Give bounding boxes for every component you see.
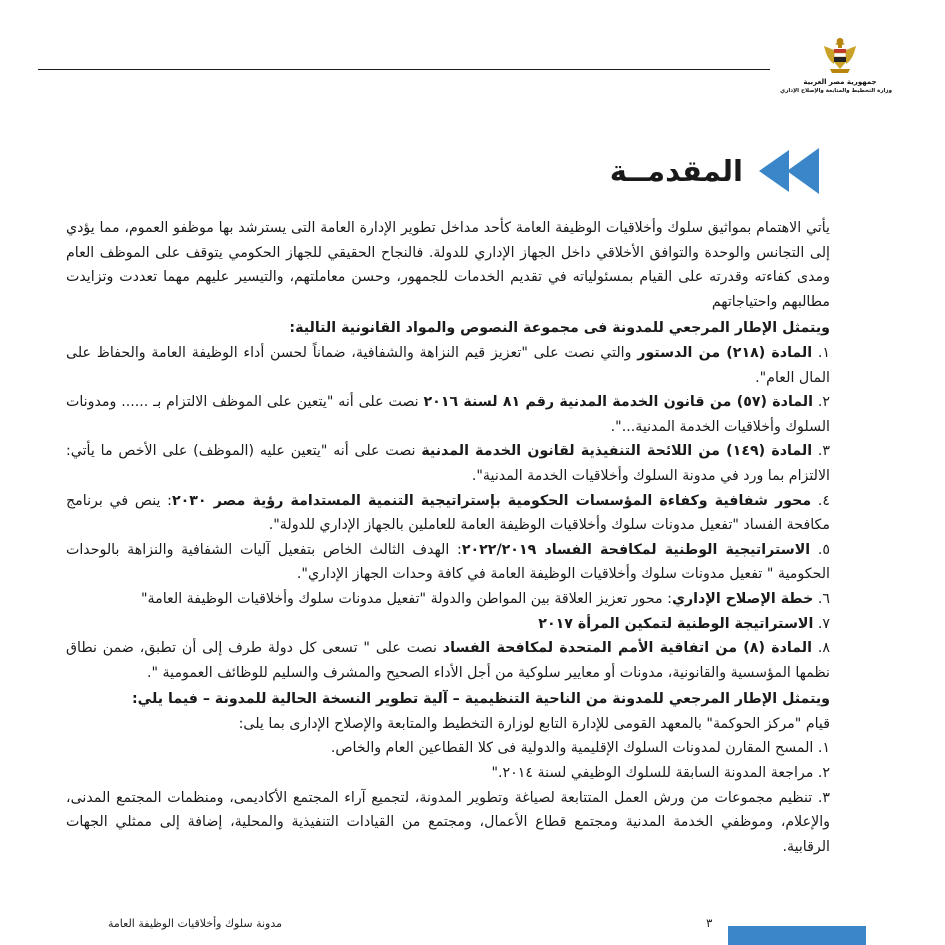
section2-lead: قيام "مركز الحوكمة" بالمعهد القومى للإدارة التابع لوزارة التخطيط والمتابعة والإصلاح الإدارى بما يلى:: [238, 715, 830, 732]
logo-ministry-name: وزارة التخطيط والمتابعة والإصلاح الإداري: [780, 88, 892, 94]
page-title: المقدمــة: [609, 154, 743, 188]
list-item: ٤. محور شفافية وكفاءة المؤسسات الحكومية بإستراتيجية التنمية المستدامة رؤية مصر ٢٠٣٠: ينص في برنامج مكافحة الفساد "تفعيل مدونات سلوك وأخلاقيات الوظيفة العامة للعاملين بالجهاز الإداري للدولة".: [66, 492, 830, 534]
list-item: ٢. المادة (٥٧) من قانون الخدمة المدنية رقم ٨١ لسنة ٢٠١٦ نصت على أنه "يتعين على الموظف الالتزام بـ ...... ومدونات السلوك وأخلاقيات الخدمة المدنية...".: [66, 394, 830, 435]
list-item: ٧. الاستراتيجة الوطنية لتمكين المرأة ٢٠١٧: [538, 615, 830, 632]
list-item: ١. المادة (٢١٨) من الدستور والتي نصت على "تعزيز قيم النزاهة والشفافية، ضماناً لحسن أداء الوظيفة العامة والحفاظ على المال العام".: [66, 344, 831, 386]
list-item: ٢. مراجعة المدونة السابقة للسلوك الوظيفي لسنة ٢٠١٤.": [491, 765, 830, 782]
double-left-arrow-icon: [757, 146, 821, 196]
footer-doc-title: مدونة سلوك وأخلاقيات الوظيفة العامة: [108, 917, 283, 930]
section-title: [610, 146, 821, 196]
list-item: ٦. خطة الإصلاح الإداري: محور تعزيز العلاقة بين المواطن والدولة "تفعيل مدونات سلوك وأخلاقيات الوظيفة العامة": [141, 590, 830, 607]
list-item: ٣. تنظيم مجموعات من ورش العمل المتتابعة لصياغة وتطوير المدونة، لتجميع آراء المجتمع الأكاديمى، ومنظمات المجتمع المدنى، والإعلام، وموظفي الخدمة المدنية ومجتمع قطاع الأعمال، ومجتمع من القيادات التنفيذية والمحلية، إضافة إلى ممثلي الجهات الرقابية.: [66, 789, 830, 855]
document-body: [66, 216, 830, 859]
list-item: ١. المسح المقارن لمدونات السلوك الإقليمية والدولية فى كلا القطاعين العام والخاص.: [330, 740, 830, 757]
header-rule: [38, 69, 770, 70]
intro-paragraph: يأتي الاهتمام بمواثيق سلوك وأخلاقيات الوظيفة العامة كأحد مداخل تطوير الإدارة العامة التى يسترشد بها موظفو العموم، مما يؤدي إلى التجانس والوحدة والتوافق الأخلاقي داخل الجهاز الإداري للدولة. فالنجاح الحقيقي للجهاز الحكومي يتوقف على الموظف العام ومدى كفاءته وقدرته على القيام بمسئولياته في تقديم الخدمات للجمهور، وحسن معاملتهم، والتيسير عليهم مهما تعددت وتزايدت مطالبهم واحتياجاتهم: [66, 220, 830, 310]
page-number: ٣: [706, 916, 713, 930]
ministry-logo: [780, 36, 892, 106]
footer-accent-bar: [728, 926, 866, 945]
logo-country-name: جمهورية مصر العربية: [803, 78, 877, 86]
section1-heading: ويتمثل الإطار المرجعي للمدونة فى مجموعة النصوص والمواد القانونية التالية:: [289, 320, 830, 337]
section2-heading: ويتمثل الإطار المرجعي للمدونة من الناحية التنظيمية – آلية تطوير النسخة الحالية للمدونة – فيما يلي:: [131, 691, 830, 708]
list-item: ٥. الاستراتيجية الوطنية لمكافحة الفساد ٢٠٢٢/٢٠١٩: الهدف الثالث الخاص بتفعيل آليات الشفافية والنزاهة بالوحدات الحكومية " تفعيل مدونات سلوك وأخلاقيات الوظيفة العامة في كافة وحدات الجهاز الإداري".: [66, 541, 830, 583]
egypt-eagle-icon: [820, 36, 860, 78]
list-item: ٣. المادة (١٤٩) من اللائحة التنفيذية لقانون الخدمة المدنية نصت على أنه "يتعين عليه (الموظف) على الأخص ما يأتي: الالتزام بما ورد في مدونة السلوك وأخلاقيات الخدمة المدنية".: [66, 443, 831, 484]
list-item: ٨. المادة (٨) من اتفاقية الأمم المتحدة لمكافحة الفساد نصت على " تسعى كل دولة طرف إلى أن تطبق، ضمن نطاق نظمها المؤسسية والقانونية، مدونات أو معايير سلوكية من أجل الأداء الصحيح والمشرف والسليم للوظائف العمومية ".: [66, 640, 831, 681]
